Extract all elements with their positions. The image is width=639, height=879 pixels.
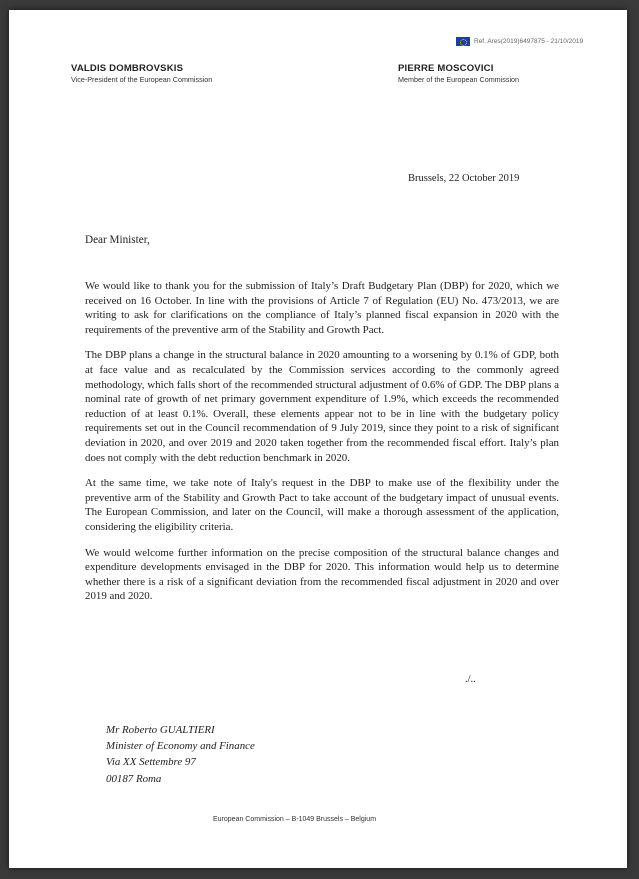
salutation: Dear Minister, <box>85 234 150 246</box>
paragraph: We would like to thank you for the submission of Italy’s Draft Budgetary Plan (DBP) for 2020, which we received on 16 October. In line with the provisions of Article 7 of Regulation (EU) No. 473/2013, we are writing to ask for clarifications on the compliance of Italy’s planned fiscal expansion in 2020 with the requirements of the preventive arm of the Stability and Growth Pact. <box>85 280 559 336</box>
paragraph: At the same time, we take note of Italy's request in the DBP to make use of the flexibility under the preventive arm of the Stability and Growth Pact to take account of the budgetary impact of unusual events. The European Commission, and later on the Council, will make a thorough assessment of the application, considering the eligibility criteria. <box>85 477 559 533</box>
recipient-title: Minister of Economy and Finance <box>106 740 255 753</box>
eu-flag-icon <box>456 37 470 46</box>
recipient-street: Via XX Settembre 97 <box>106 756 196 769</box>
recipient-city: 00187 Roma <box>106 772 162 785</box>
sender-right-name: PIERRE MOSCOVICI <box>398 63 494 74</box>
letter-body <box>85 279 559 615</box>
sender-right <box>398 63 519 84</box>
dateline: Brussels, 22 October 2019 <box>408 173 520 184</box>
reference-number: Ref. Ares(2019)6497875 - 21/10/2019 <box>474 38 584 45</box>
sender-left-name: VALDIS DOMBROVSKIS <box>71 63 184 74</box>
paragraph: We would welcome further information on the precise composition of the structural balance changes and expenditure developments envisaged in the DBP for 2020. This information would help us to determine whether there is a risk of a significant deviation from the recommended fiscal adjustment in 2020 and over 2019 and 2020. <box>85 546 559 603</box>
continuation-mark: ./.. <box>465 674 476 685</box>
page-footer: European Commission – B-1049 Brussels – Belgium <box>213 816 377 823</box>
sender-right-role: Member of the European Commission <box>398 75 520 84</box>
sender-left <box>71 63 212 84</box>
paragraph: The DBP plans a change in the structural balance in 2020 amounting to a worsening by 0.1% of GDP, both at face value and as recalculated by the Commission services according to the commonly agreed methodology, which falls short of the recommended structural adjustment of 0.6% of GDP. The DBP plans a nominal rate of growth of net primary government expenditure of 1.9%, which exceeds the recommended reduction of at least 0.1%. Overall, these elements appear not to be in line with the budgetary policy requirements set out in the Council recommendation of 9 July 2019, since they point to a risk of significant deviation in 2020, and over 2019 and 2020 taken together from the recommended fiscal effort. Italy’s plan does not comply with the debt reduction benchmark in 2020. <box>85 349 559 464</box>
recipient-name: Mr Roberto GUALTIERI <box>106 724 215 736</box>
sender-left-role: Vice-President of the European Commission <box>71 75 213 84</box>
recipient-address <box>106 722 255 787</box>
reference-line <box>456 37 583 46</box>
letter-page <box>9 10 627 868</box>
